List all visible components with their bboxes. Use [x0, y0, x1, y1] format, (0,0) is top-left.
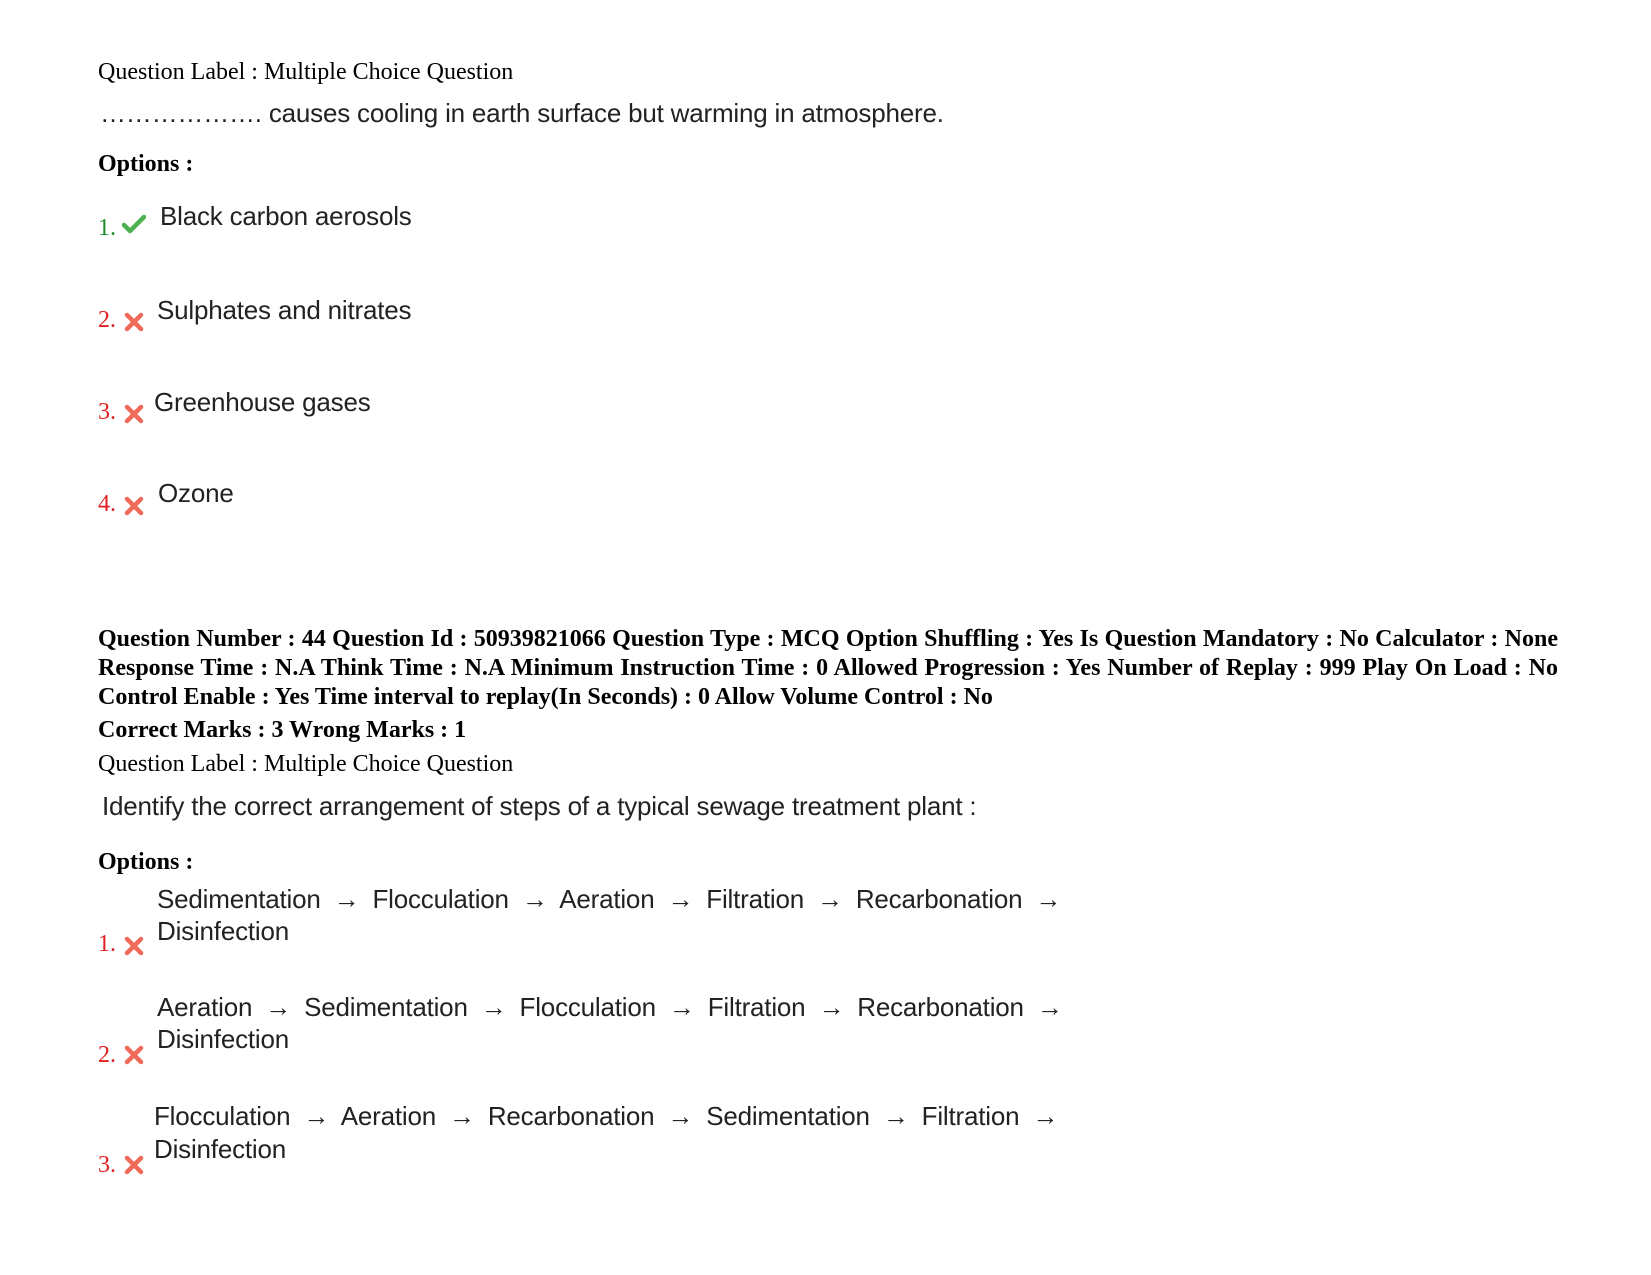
cross-mark-icon — [122, 494, 146, 518]
option-number: 4. — [98, 491, 116, 517]
option-text: Sulphates and nitrates — [157, 295, 412, 325]
option-text: Flocculation → Aeration → Recarbonation → Sedimentation → Filtration → — [154, 1101, 1059, 1131]
option-number: 3. — [98, 399, 116, 425]
option-text: Greenhouse gases — [154, 387, 371, 417]
question-text: ………………. causes cooling in earth surface but warming in atmosphere. — [100, 98, 944, 128]
option-text-continued: Disinfection — [154, 1134, 286, 1164]
question-text: Identify the correct arrangement of steps of a typical sewage treatment plant : — [102, 791, 977, 821]
option-text-continued: Disinfection — [157, 916, 289, 946]
options-heading: Options : — [98, 849, 194, 875]
question-label: Question Label : Multiple Choice Question — [98, 59, 514, 85]
option-number: 1. — [98, 931, 116, 957]
option-text: Aeration → Sedimentation → Flocculation → Filtration → Recarbonation → — [157, 992, 1063, 1022]
question-marks: Correct Marks : 3 Wrong Marks : 1 — [98, 717, 467, 743]
options-heading: Options : — [98, 151, 194, 177]
option-text: Black carbon aerosols — [160, 201, 412, 231]
cross-mark-icon — [122, 402, 146, 426]
cross-mark-icon — [122, 310, 146, 334]
option-text: Ozone — [158, 478, 234, 508]
cross-mark-icon — [122, 1043, 146, 1067]
option-text: Sedimentation → Flocculation → Aeration → Filtration → Recarbonation → — [157, 884, 1062, 914]
option-number: 3. — [98, 1152, 116, 1178]
option-number: 1. — [98, 215, 116, 241]
option-number: 2. — [98, 307, 116, 333]
check-mark-icon — [122, 212, 146, 236]
cross-mark-icon — [122, 934, 146, 958]
option-number: 2. — [98, 1042, 116, 1068]
question-label: Question Label : Multiple Choice Question — [98, 751, 514, 777]
question-meta: Question Number : 44 Question Id : 50939821066 Question Type : MCQ Option Shuffling : Yes Is Question Mandatory : No Calculator : None Response Time : N.A Think Time : N.A Minimum Instruction Time : 0 Allowed Progression : Yes Number of Replay : 999 Play On Load : No Control Enable : Yes Time interval to replay(In Seconds) : 0 Allow Volume Control : No — [98, 626, 1558, 710]
option-text-continued: Disinfection — [157, 1024, 289, 1054]
cross-mark-icon — [122, 1153, 146, 1177]
